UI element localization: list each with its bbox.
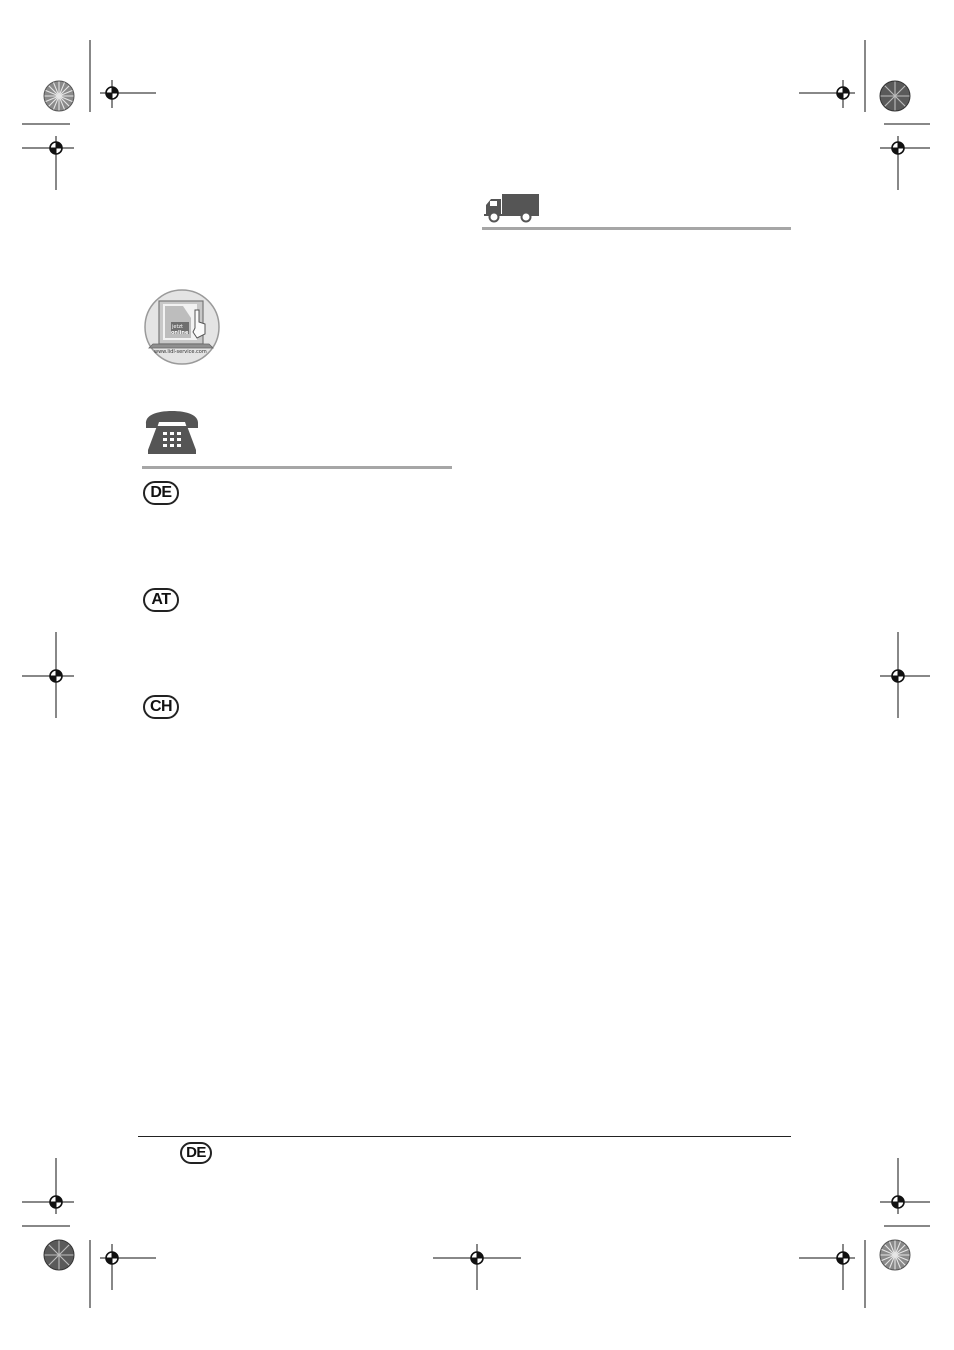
color-target-icon — [44, 1240, 74, 1270]
registration-mark-icon — [880, 1158, 930, 1214]
footer-rule — [138, 1136, 791, 1137]
online-icon-label-2: online — [171, 330, 189, 336]
country-badge-de: DE — [143, 481, 179, 505]
registration-mark-icon — [880, 632, 930, 718]
registration-mark-icon — [100, 81, 156, 105]
color-target-icon — [880, 81, 910, 111]
footer-language-badge: DE — [180, 1142, 212, 1164]
country-badge-ch: CH — [143, 695, 179, 719]
registration-mark-icon — [100, 1244, 156, 1290]
country-badge-at: AT — [143, 588, 179, 612]
registration-mark-icon — [22, 1158, 74, 1214]
registration-mark-icon — [880, 136, 930, 190]
telephone-section-rule — [142, 466, 452, 469]
online-icon-label-1: jetzt — [172, 324, 184, 330]
color-target-icon — [880, 1240, 910, 1270]
registration-mark-icon — [433, 1244, 521, 1290]
color-target-icon — [44, 81, 74, 111]
truck-section-rule — [482, 227, 791, 230]
registration-mark-icon — [799, 81, 855, 105]
registration-mark-icon — [22, 632, 74, 718]
telephone-icon — [143, 410, 201, 454]
online-icon-url: www.lidl-service.com — [154, 349, 207, 355]
registration-mark-icon — [799, 1244, 855, 1290]
truck-icon — [484, 193, 540, 223]
registration-mark-icon — [22, 136, 74, 190]
